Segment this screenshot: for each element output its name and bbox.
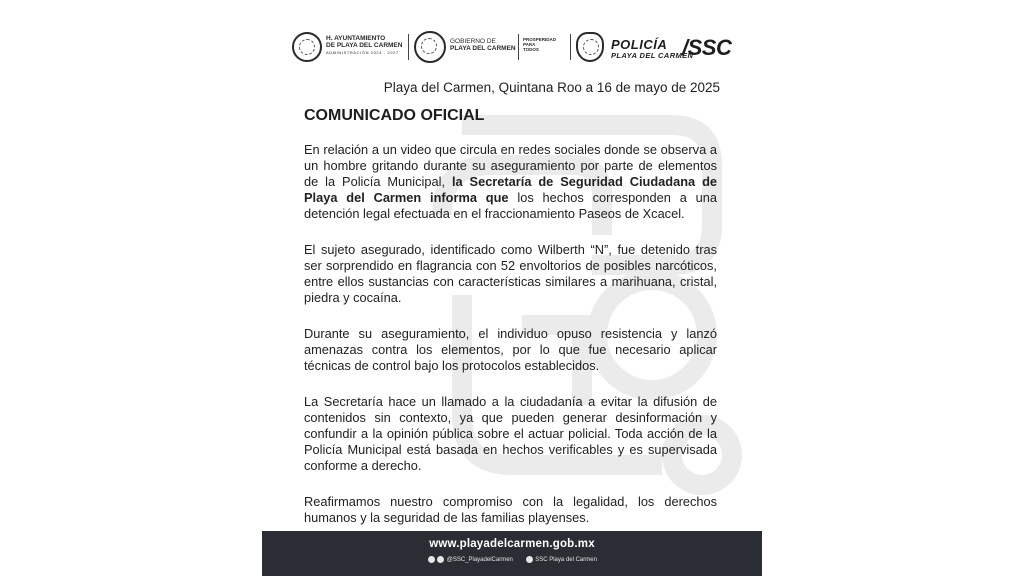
facebook-icon xyxy=(526,556,533,563)
slogan-line3: TODOS xyxy=(523,47,539,53)
website-link[interactable]: www.playadelcarmen.gob.mx xyxy=(429,538,595,550)
ayuntamiento-seal-icon xyxy=(292,32,322,62)
gobierno-seal-icon xyxy=(414,31,446,63)
ayuntamiento-line3: ADMINISTRACIÓN 2024 - 2027 xyxy=(326,49,399,55)
slogan-line1: PROSPERIDAD xyxy=(523,37,557,42)
paragraph-1-bold: la Secretaría de Seguridad Ciudadana de Playa del Carmen informa que xyxy=(304,174,718,205)
header-divider xyxy=(518,34,519,60)
policia-line1: POLICÍA xyxy=(611,37,668,52)
press-release-body xyxy=(304,142,717,546)
social-page-group[interactable] xyxy=(525,556,597,563)
paragraph-1-text: En relación a un video que circula en redes sociales donde se observa a un hombre gritando durante su aseguramiento por parte de elementos de la Policía Municipal, xyxy=(304,142,717,189)
paragraph-4: La Secretaría hace un llamado a la ciudadanía a evitar la difusión de contenidos sin contexto, ya que pueden generar desinformación y confundir a la opinión pública sobre el actuar policial. Toda acción de la Policía Municipal está basada en hechos verificables y es supervisada conforme a derecho. xyxy=(304,394,717,473)
paragraph-1 xyxy=(304,142,717,222)
twitter-icon xyxy=(437,556,444,563)
paragraph-5: Reafirmamos nuestro compromiso con la legalidad, los derechos humanos y la seguridad de las familias playenses. xyxy=(304,494,717,525)
gobierno-line1: GOBIERNO DE xyxy=(450,38,496,45)
paragraph-3: Durante su aseguramiento, el individuo opuso resistencia y lanzó amenazas contra los elementos, por lo que fue necesario aplicar técnicas de control bajo los protocolos establecidos. xyxy=(304,326,717,373)
page-title: COMUNICADO OFICIAL xyxy=(304,107,485,124)
social-page: SSC Playa del Carmen xyxy=(535,557,597,564)
social-links xyxy=(262,556,762,563)
date-line: Playa del Carmen, Quintana Roo a 16 de mayo de 2025 xyxy=(383,80,720,95)
header-divider xyxy=(570,34,571,60)
slogan-text xyxy=(523,37,556,53)
press-release-page xyxy=(262,0,762,576)
ayuntamiento-line1: H. AYUNTAMIENTO xyxy=(326,35,386,42)
social-handle-group[interactable] xyxy=(427,556,513,563)
police-badge-icon xyxy=(576,32,604,62)
gobierno-logo-text xyxy=(450,38,516,53)
ayuntamiento-line2: DE PLAYA DEL CARMEN xyxy=(326,42,403,50)
gobierno-line2: PLAYA DEL CARMEN xyxy=(450,45,516,53)
ssc-logo: /SSC xyxy=(682,35,732,60)
header-divider xyxy=(408,34,409,60)
policia-line2: PLAYA DEL CARMEN xyxy=(611,50,694,60)
header-logos xyxy=(262,26,762,66)
facebook-icon xyxy=(428,556,435,563)
footer-bar xyxy=(262,531,762,576)
slogan-line2: PARA xyxy=(523,42,536,48)
paragraph-2: El sujeto asegurado, identificado como Wilberth “N”, fue detenido tras ser sorprendido en flagrancia con 52 envoltorios de posibles narcóticos, entre ellos sustancias con características similares a marihuana, cristal, piedra y cocaína. xyxy=(304,242,717,305)
paragraph-1-text-end: los hechos corresponden a una detención legal efectuada en el fraccionamiento Paseos de Xcacel. xyxy=(304,190,717,221)
social-handle: @SSC_PlayadelCarmen xyxy=(446,557,513,564)
ayuntamiento-logo-text xyxy=(326,35,402,56)
